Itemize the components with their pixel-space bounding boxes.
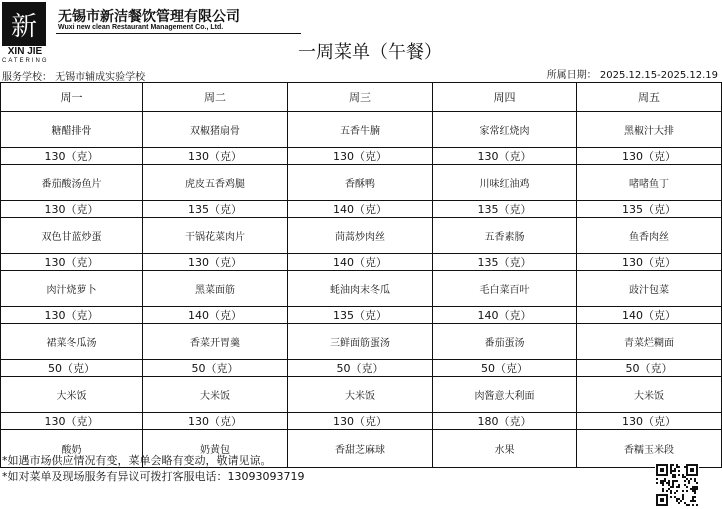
weight-cell: 50（克） xyxy=(143,360,288,377)
dish-cell: 黑椒汁大排 xyxy=(577,112,722,148)
dish-cell: 裙菜冬瓜汤 xyxy=(1,324,143,360)
dish-row xyxy=(1,165,722,201)
dish-row xyxy=(1,377,722,413)
dish-cell: 啫啫鱼丁 xyxy=(577,165,722,201)
weight-row xyxy=(1,360,722,377)
day-header: 周二 xyxy=(143,83,288,112)
dish-cell: 香菜开胃羹 xyxy=(143,324,288,360)
school-label: 服务学校： 无锡市辅成实验学校 xyxy=(2,72,146,83)
dish-cell: 家常红烧肉 xyxy=(433,112,577,148)
weight-row xyxy=(1,413,722,430)
weight-cell: 130（克） xyxy=(433,148,577,165)
dish-cell: 糖醋排骨 xyxy=(1,112,143,148)
weight-row xyxy=(1,201,722,218)
weight-cell: 135（克） xyxy=(577,201,722,218)
weight-cell: 140（克） xyxy=(433,307,577,324)
date-label: 所属日期： 2025.12.15-2025.12.19 xyxy=(546,70,718,81)
dish-cell: 毛白菜百叶 xyxy=(433,271,577,307)
weight-row xyxy=(1,307,722,324)
weight-cell: 135（克） xyxy=(433,254,577,271)
header xyxy=(0,0,722,66)
weight-cell: 130（克） xyxy=(1,201,143,218)
weight-row xyxy=(1,254,722,271)
extra-cell: 香甜芝麻球 xyxy=(288,430,433,468)
weight-cell: 130（克） xyxy=(1,413,143,430)
notes xyxy=(2,453,304,485)
brand-name: XIN JIE xyxy=(7,46,43,57)
weight-cell: 50（克） xyxy=(1,360,143,377)
dish-cell: 五香素肠 xyxy=(433,218,577,254)
dish-cell: 鱼香肉丝 xyxy=(577,218,722,254)
weight-cell: 50（克） xyxy=(288,360,433,377)
dish-cell: 茼蒿炒肉丝 xyxy=(288,218,433,254)
header-divider xyxy=(56,33,301,34)
logo-char: 新 xyxy=(10,11,37,42)
day-header: 周四 xyxy=(433,83,577,112)
dish-cell: 大米饭 xyxy=(143,377,288,413)
dish-row xyxy=(1,324,722,360)
dish-row xyxy=(1,271,722,307)
weight-cell: 130（克） xyxy=(1,148,143,165)
dish-cell: 双色甘蓝炒蛋 xyxy=(1,218,143,254)
weight-cell: 140（克） xyxy=(288,254,433,271)
extra-cell: 奶黄包 xyxy=(143,430,288,468)
weight-row xyxy=(1,148,722,165)
dish-cell: 三鲜面筋蛋汤 xyxy=(288,324,433,360)
dish-cell: 大米饭 xyxy=(1,377,143,413)
weight-cell: 130（克） xyxy=(143,254,288,271)
dish-cell: 豉汁包菜 xyxy=(577,271,722,307)
weight-cell: 130（克） xyxy=(288,413,433,430)
dish-row xyxy=(1,218,722,254)
company-name-en: Wuxi new clean Restaurant Management Co., Ltd. xyxy=(58,24,224,31)
weight-cell: 180（克） xyxy=(433,413,577,430)
weight-cell: 50（克） xyxy=(433,360,577,377)
weight-cell: 130（克） xyxy=(1,307,143,324)
weight-cell: 50（克） xyxy=(577,360,722,377)
extra-cell: 酸奶 xyxy=(1,430,143,468)
weight-cell: 130（克） xyxy=(577,148,722,165)
day-header: 周三 xyxy=(288,83,433,112)
weight-cell: 130（克） xyxy=(288,148,433,165)
dish-cell: 双椒猪扇骨 xyxy=(143,112,288,148)
dish-cell: 大米饭 xyxy=(288,377,433,413)
weight-cell: 135（克） xyxy=(288,307,433,324)
dish-cell: 虎皮五香鸡腿 xyxy=(143,165,288,201)
menu-table xyxy=(0,82,722,468)
weight-cell: 140（克） xyxy=(577,307,722,324)
weight-cell: 130（克） xyxy=(577,413,722,430)
dish-cell: 香酥鸭 xyxy=(288,165,433,201)
dish-cell: 大米饭 xyxy=(577,377,722,413)
info-row xyxy=(0,66,722,82)
dish-cell: 番茄酸汤鱼片 xyxy=(1,165,143,201)
weight-cell: 135（克） xyxy=(433,201,577,218)
weight-cell: 140（克） xyxy=(143,307,288,324)
dish-cell: 番茄蛋汤 xyxy=(433,324,577,360)
dish-cell: 青菜烂糊面 xyxy=(577,324,722,360)
weight-cell: 130（克） xyxy=(143,148,288,165)
dish-cell: 干锅花菜肉片 xyxy=(143,218,288,254)
company-name-cn: 无锡市新洁餐饮管理有限公司 xyxy=(58,9,240,25)
dish-cell: 川味红油鸡 xyxy=(433,165,577,201)
day-header-row xyxy=(1,83,722,112)
dish-cell: 黑菜面筋 xyxy=(143,271,288,307)
dish-cell: 五香牛腩 xyxy=(288,112,433,148)
weight-cell: 130（克） xyxy=(143,413,288,430)
weight-cell: 135（克） xyxy=(143,201,288,218)
page-title: 一周菜单（午餐） xyxy=(298,42,442,63)
dish-row xyxy=(1,112,722,148)
brand-sub: CATERING xyxy=(2,58,49,64)
day-header: 周一 xyxy=(1,83,143,112)
dish-cell: 蚝油肉末冬瓜 xyxy=(288,271,433,307)
dish-cell: 肉汁烧萝卜 xyxy=(1,271,143,307)
note-line: *如遇市场供应情况有变，菜单会略有变动，敬请见谅。 xyxy=(2,454,272,467)
weight-cell: 140（克） xyxy=(288,201,433,218)
dish-cell: 肉酱意大利面 xyxy=(433,377,577,413)
weight-cell: 130（克） xyxy=(1,254,143,271)
day-header: 周五 xyxy=(577,83,722,112)
qr-code-icon xyxy=(655,463,699,507)
weight-cell: 130（克） xyxy=(577,254,722,271)
extra-cell: 香糯玉米段 xyxy=(577,430,722,468)
note-line: *如对菜单及现场服务有异议可拨打客服电话：13093093719 xyxy=(2,470,305,483)
extra-cell: 水果 xyxy=(433,430,577,468)
